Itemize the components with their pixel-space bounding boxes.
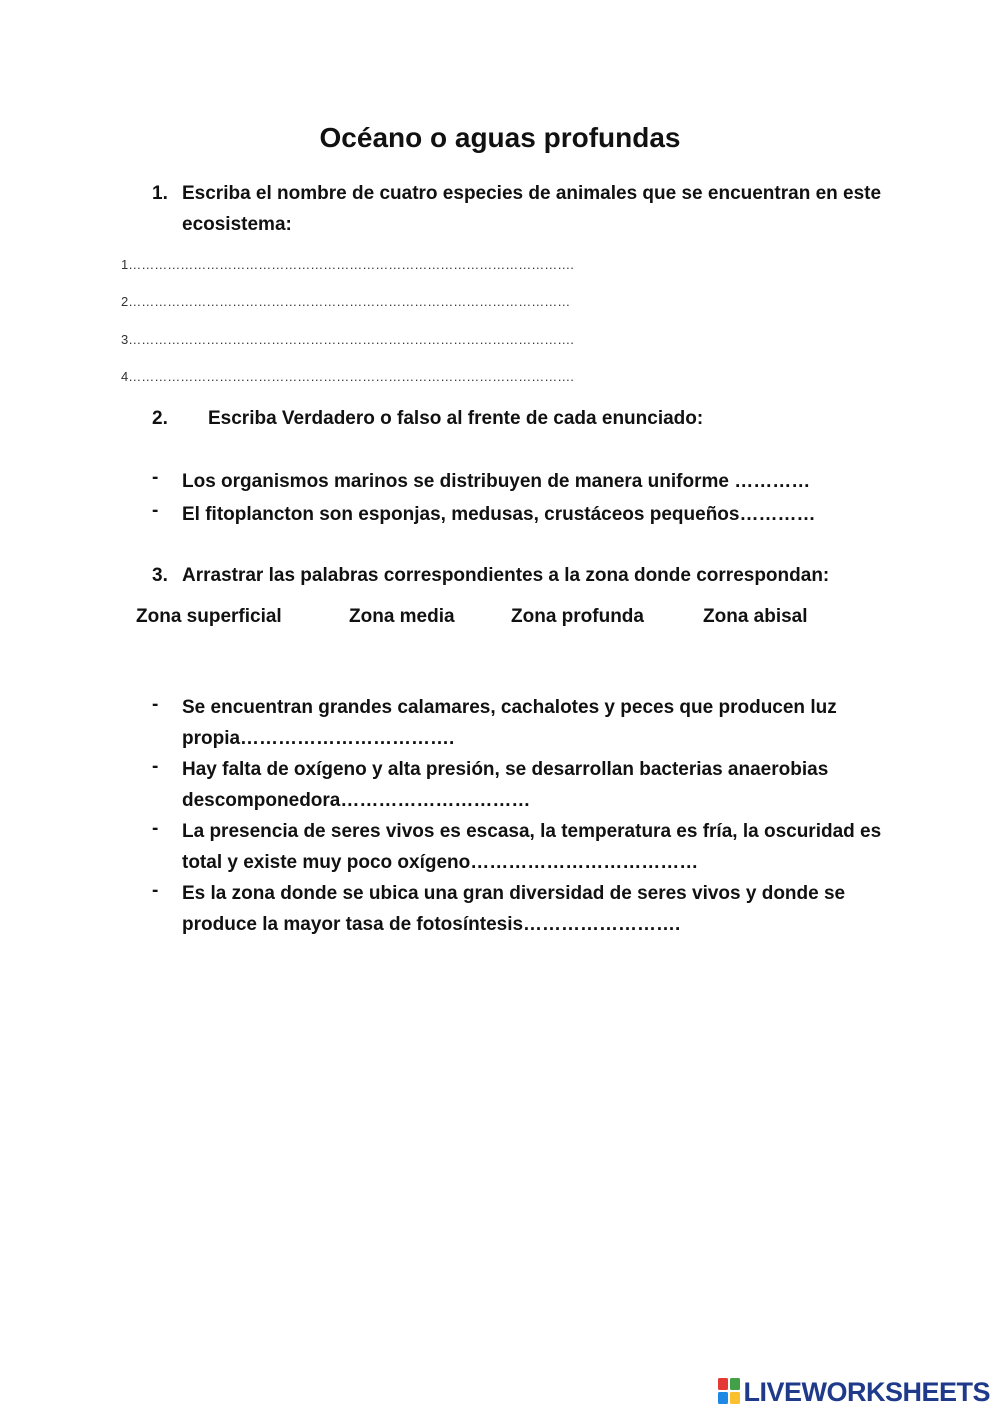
- drag-word-zona-abisal[interactable]: Zona abisal: [703, 606, 808, 627]
- answer-line-2[interactable]: 2…………………………………………………………………………………………: [121, 294, 571, 309]
- zone-statement[interactable]: Es la zona donde se ubica una gran diversidad de seres vivos y donde se produce la mayor tasa de fotosíntesis…………………….: [182, 883, 846, 935]
- zone-statement[interactable]: Se encuentran grandes calamares, cachalotes y peces que producen luz propia…………………………….: [182, 697, 837, 749]
- question-1-text: Escriba el nombre de cuatro especies de animales que se encuentran en este ecosistema:: [182, 183, 882, 235]
- question-3-text: Arrastrar las palabras correspondientes a la zona donde correspondan:: [182, 565, 830, 586]
- drag-word-zona-media[interactable]: Zona media: [349, 606, 455, 627]
- question-2-text: Escriba Verdadero o falso al frente de cada enunciado:: [208, 408, 704, 429]
- true-false-statement[interactable]: Los organismos marinos se distribuyen de manera uniforme …………: [182, 471, 811, 492]
- drag-word-zona-superficial[interactable]: Zona superficial: [136, 606, 282, 627]
- answer-line-3[interactable]: 3………………………………………………………………………………………….: [121, 332, 574, 347]
- question-2-number: 2.: [152, 408, 168, 429]
- question-3-number: 3.: [152, 565, 168, 586]
- bullet-dash: -: [152, 500, 159, 521]
- liveworksheets-logo-text: LIVEWORKSHEETS: [743, 1377, 990, 1407]
- true-false-statement[interactable]: El fitoplancton son esponjas, medusas, crustáceos pequeños…………: [182, 504, 816, 525]
- bullet-dash: -: [152, 694, 159, 715]
- bullet-dash: -: [152, 756, 159, 777]
- bullet-dash: -: [152, 467, 159, 488]
- liveworksheets-logo: [718, 1377, 990, 1408]
- question-1-number: 1.: [152, 183, 168, 204]
- drag-word-zona-profunda[interactable]: Zona profunda: [511, 606, 644, 627]
- zone-statement[interactable]: La presencia de seres vivos es escasa, la temperatura es fría, la oscuridad es total y existe muy poco oxígeno………………………………: [182, 821, 882, 873]
- zone-statement[interactable]: Hay falta de oxígeno y alta presión, se desarrollan bacterias anaerobias descomponedora…………………………: [182, 759, 829, 811]
- liveworksheets-logo-icon: [718, 1378, 740, 1404]
- page-title: Océano o aguas profundas: [319, 122, 681, 153]
- bullet-dash: -: [152, 880, 159, 901]
- answer-line-1[interactable]: 1………………………………………………………………………………………….: [121, 257, 574, 272]
- bullet-dash: -: [152, 818, 159, 839]
- answer-line-4[interactable]: 4………………………………………………………………………………………….: [121, 369, 574, 384]
